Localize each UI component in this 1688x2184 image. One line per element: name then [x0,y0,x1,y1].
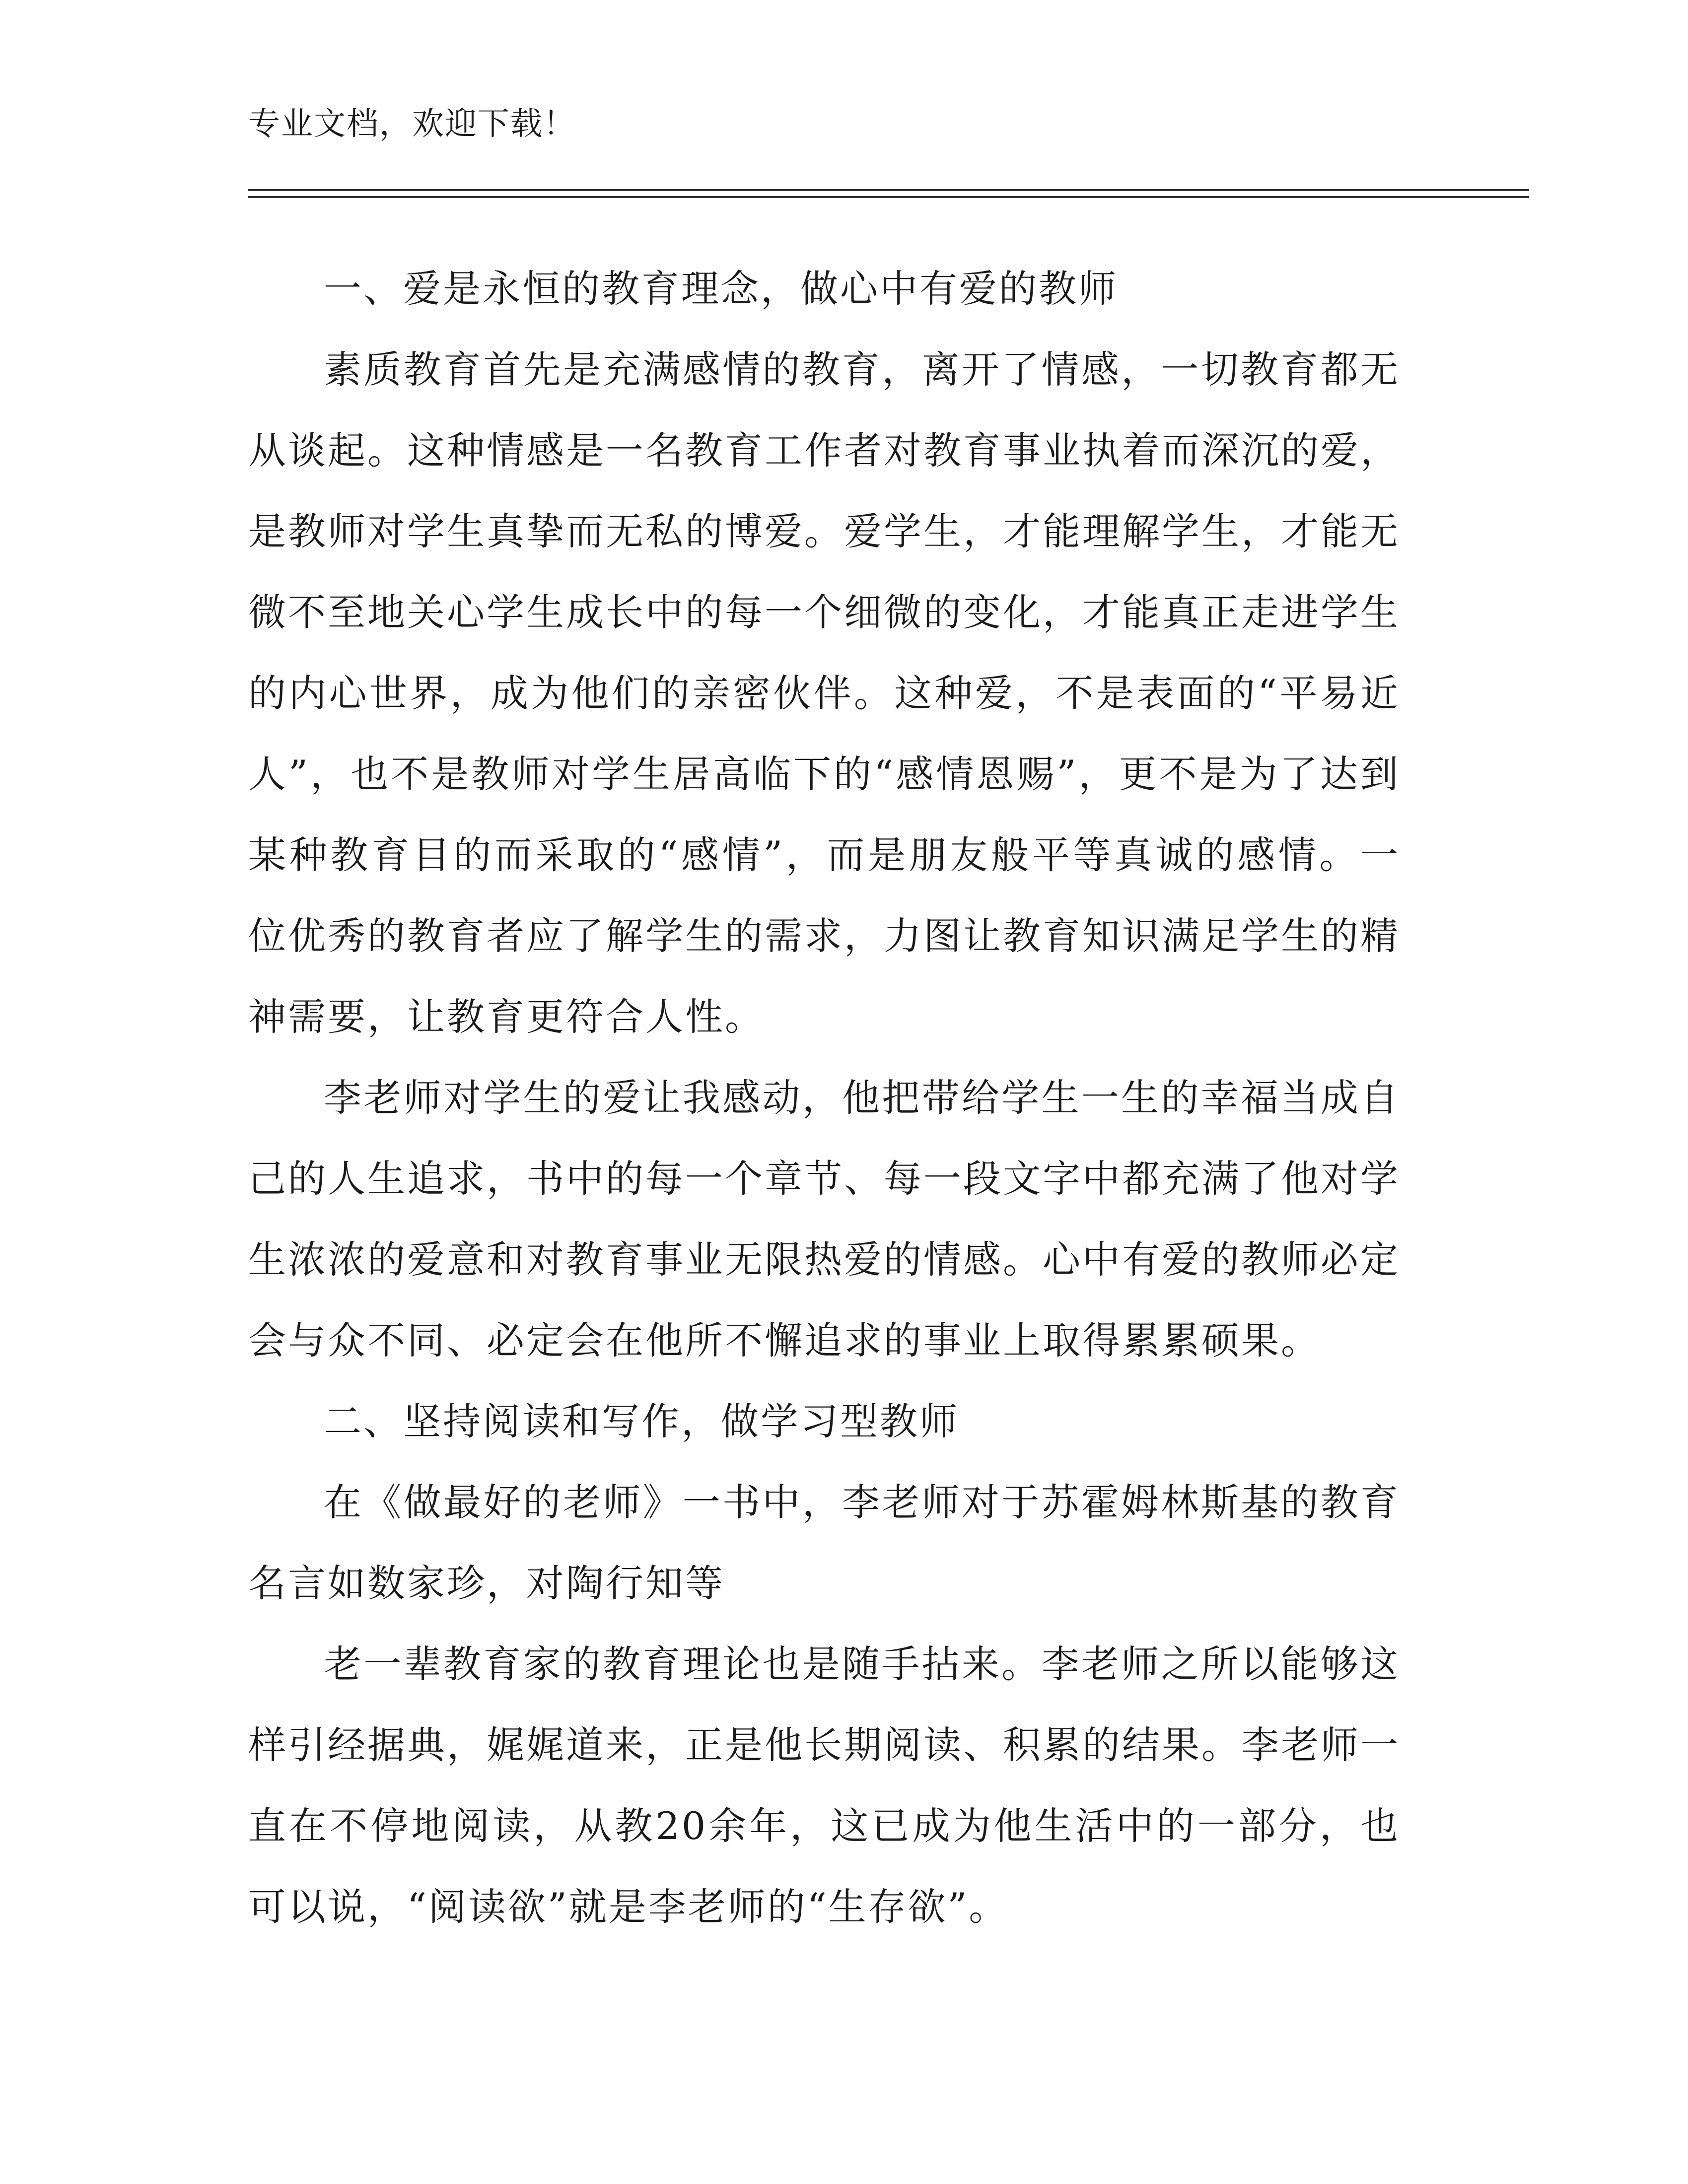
header-text: 专业文档，欢迎下载！ [248,106,576,142]
header-rule-top [248,189,1529,191]
page-header [248,102,1529,201]
header-rule-bottom [248,196,1529,198]
section-heading-2: 二、坚持阅读和写作，做学习型教师 [324,1399,959,1443]
paragraph-3: 在《做最好的老师》一书中，李老师对于苏霍姆林斯基的教育名言如数家珍，对陶行知等 [248,1480,1400,1605]
document-body [248,248,1400,1947]
section-heading-1: 一、爱是永恒的教育理念，做心中有爱的教师 [324,267,1118,311]
paragraph-1: 素质教育首先是充满感情的教育，离开了情感，一切教育都无从谈起。这种情感是一名教育工作者对教育事业执着而深沉的爱，是教师对学生真挚而无私的博爱。爱学生，才能理解学生，才能无微不至地关心学生成长中的每一个细微的变化，才能真正走进学生的内心世界，成为他们的亲密伙伴。这种爱，不是表面的“平易近人”，也不是教师对学生居高临下的“感情恩赐”，更不是为了达到某种教育目的而采取的“感情”，而是朋友般平等真诚的感情。一位优秀的教育者应了解学生的需求，力图让教育知识满足学生的精神需要，让教育更符合人性。 [248,347,1400,1039]
paragraph-2: 李老师对学生的爱让我感动，他把带给学生一生的幸福当成自己的人生追求，书中的每一个章节、每一段文字中都充满了他对学生浓浓的爱意和对教育事业无限热爱的情感。心中有爱的教师必定会与众不同、必定会在他所不懈追求的事业上取得累累硕果。 [248,1076,1400,1363]
paragraph-4: 老一辈教育家的教育理论也是随手拈来。李老师之所以能够这样引经据典，娓娓道来，正是他长期阅读、积累的结果。李老师一直在不停地阅读，从教20余年，这已成为他生活中的一部分，也可以说，“阅读欲”就是李老师的“生存欲”。 [248,1642,1400,1929]
